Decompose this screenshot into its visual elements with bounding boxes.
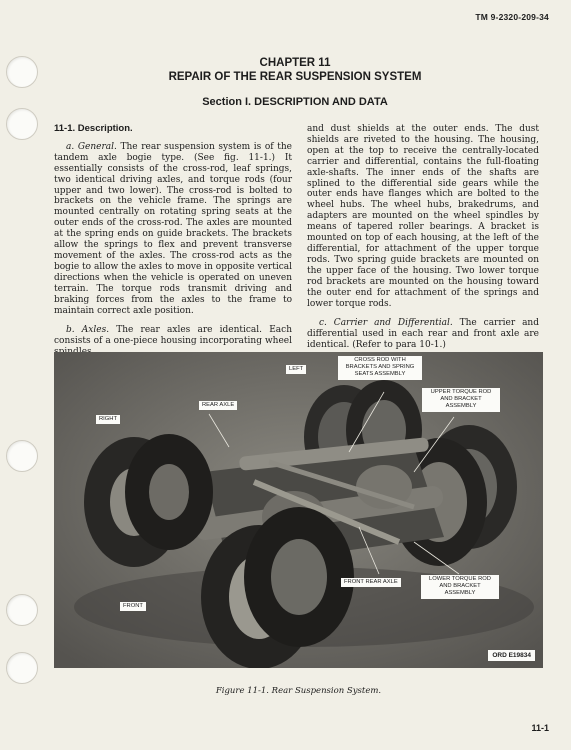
binder-hole xyxy=(6,108,38,140)
label-front-rear-axle: FRONT REAR AXLE xyxy=(341,578,401,587)
label-left: LEFT xyxy=(286,365,306,374)
axles-label: b. Axles. xyxy=(66,325,110,336)
binder-hole xyxy=(6,594,38,626)
figure-caption: Figure 11-1. Rear Suspension System. xyxy=(215,686,382,696)
binder-hole xyxy=(6,56,38,88)
carrier-paragraph xyxy=(307,318,539,351)
chapter-name: REPAIR OF THE REAR SUSPENSION SYSTEM xyxy=(168,71,422,83)
label-cross-rod: CROSS ROD WITH BRACKETS AND SPRING SEATS ASSEMBLY xyxy=(338,356,422,380)
label-front: FRONT xyxy=(120,602,146,611)
page-number: 11-1 xyxy=(531,723,549,733)
axles-text: The rear axles are identical. Each consists of a one-piece housing incorporating wheel xyxy=(54,325,292,347)
ord-number: ORD E19834 xyxy=(488,650,535,661)
chapter-number: CHAPTER 11 xyxy=(259,57,331,69)
section-title: Section I. DESCRIPTION AND DATA xyxy=(202,96,388,108)
general-text: The rear suspension system is of the tandem axle bogie type. (See fig. 11-1.) It essentially consists of the cross-rod, leaf springs, two identical driving axles, and torque rods (four upper and two lower). The cross-rod is bolted to brackets on the vehicle frame. The springs are mounted centrally on rotating spring seats at the outer ends of the cross-rod. The axles are mounted at the spring ends on guide brackets. The brackets allow the springs to flex and prevent transverse movement of the axles. The cross-rod acts as the bogie to allow the axles to move in opposite vertical directions when the vehicle is operated on uneven terrain. The torque rods transmit driving and braking forces from the axles to the frame to maintain correct axle position. xyxy=(54,141,292,316)
carrier-text: The carrier and differential used in each rear and front axle are identical. (Refer to para 10-1.) xyxy=(307,318,539,351)
label-upper-torque: UPPER TORQUE ROD AND BRACKET ASSEMBLY xyxy=(422,388,500,412)
paragraph-heading: 11-1. Description. xyxy=(54,123,133,134)
label-right: RIGHT xyxy=(96,415,120,424)
label-lower-torque: LOWER TORQUE ROD AND BRACKET ASSEMBLY xyxy=(421,575,499,599)
chapter-title xyxy=(140,56,450,84)
binder-hole xyxy=(6,652,38,684)
tm-number: TM 9-2320-209-34 xyxy=(475,12,549,22)
general-paragraph xyxy=(54,142,292,317)
binder-hole xyxy=(6,440,38,472)
left-column xyxy=(54,124,292,367)
general-label: a. General. xyxy=(66,141,117,152)
right-column xyxy=(307,124,539,360)
label-rear-axle: REAR AXLE xyxy=(199,401,237,410)
carrier-label: c. Carrier and Differential. xyxy=(319,318,453,329)
axles-continued-paragraph: and dust shields at the outer ends. The dust shields are riveted to the housing. The housing, open at the top to receive the centrally-located carrier and differential, contains the full-floating axle-shafts. The inner ends of the shafts are splined to the differential side gears while the outer ends have flanges which are bolted to the wheel hubs. The wheel hubs, brakedrums, and adapters are mounted on the wheel spindles by means of tapered roller bearings. A bracket is mounted on top of each housing, at the left of the differential, for attachment of the upper torque rods. Two spring guide brackets are mounted on the upper face of the housing. Two lower torque rod brackets are mounted on the housing toward the outer end for attachment of the springs and lower torque rods. xyxy=(307,124,539,309)
suspension-figure xyxy=(54,352,543,668)
